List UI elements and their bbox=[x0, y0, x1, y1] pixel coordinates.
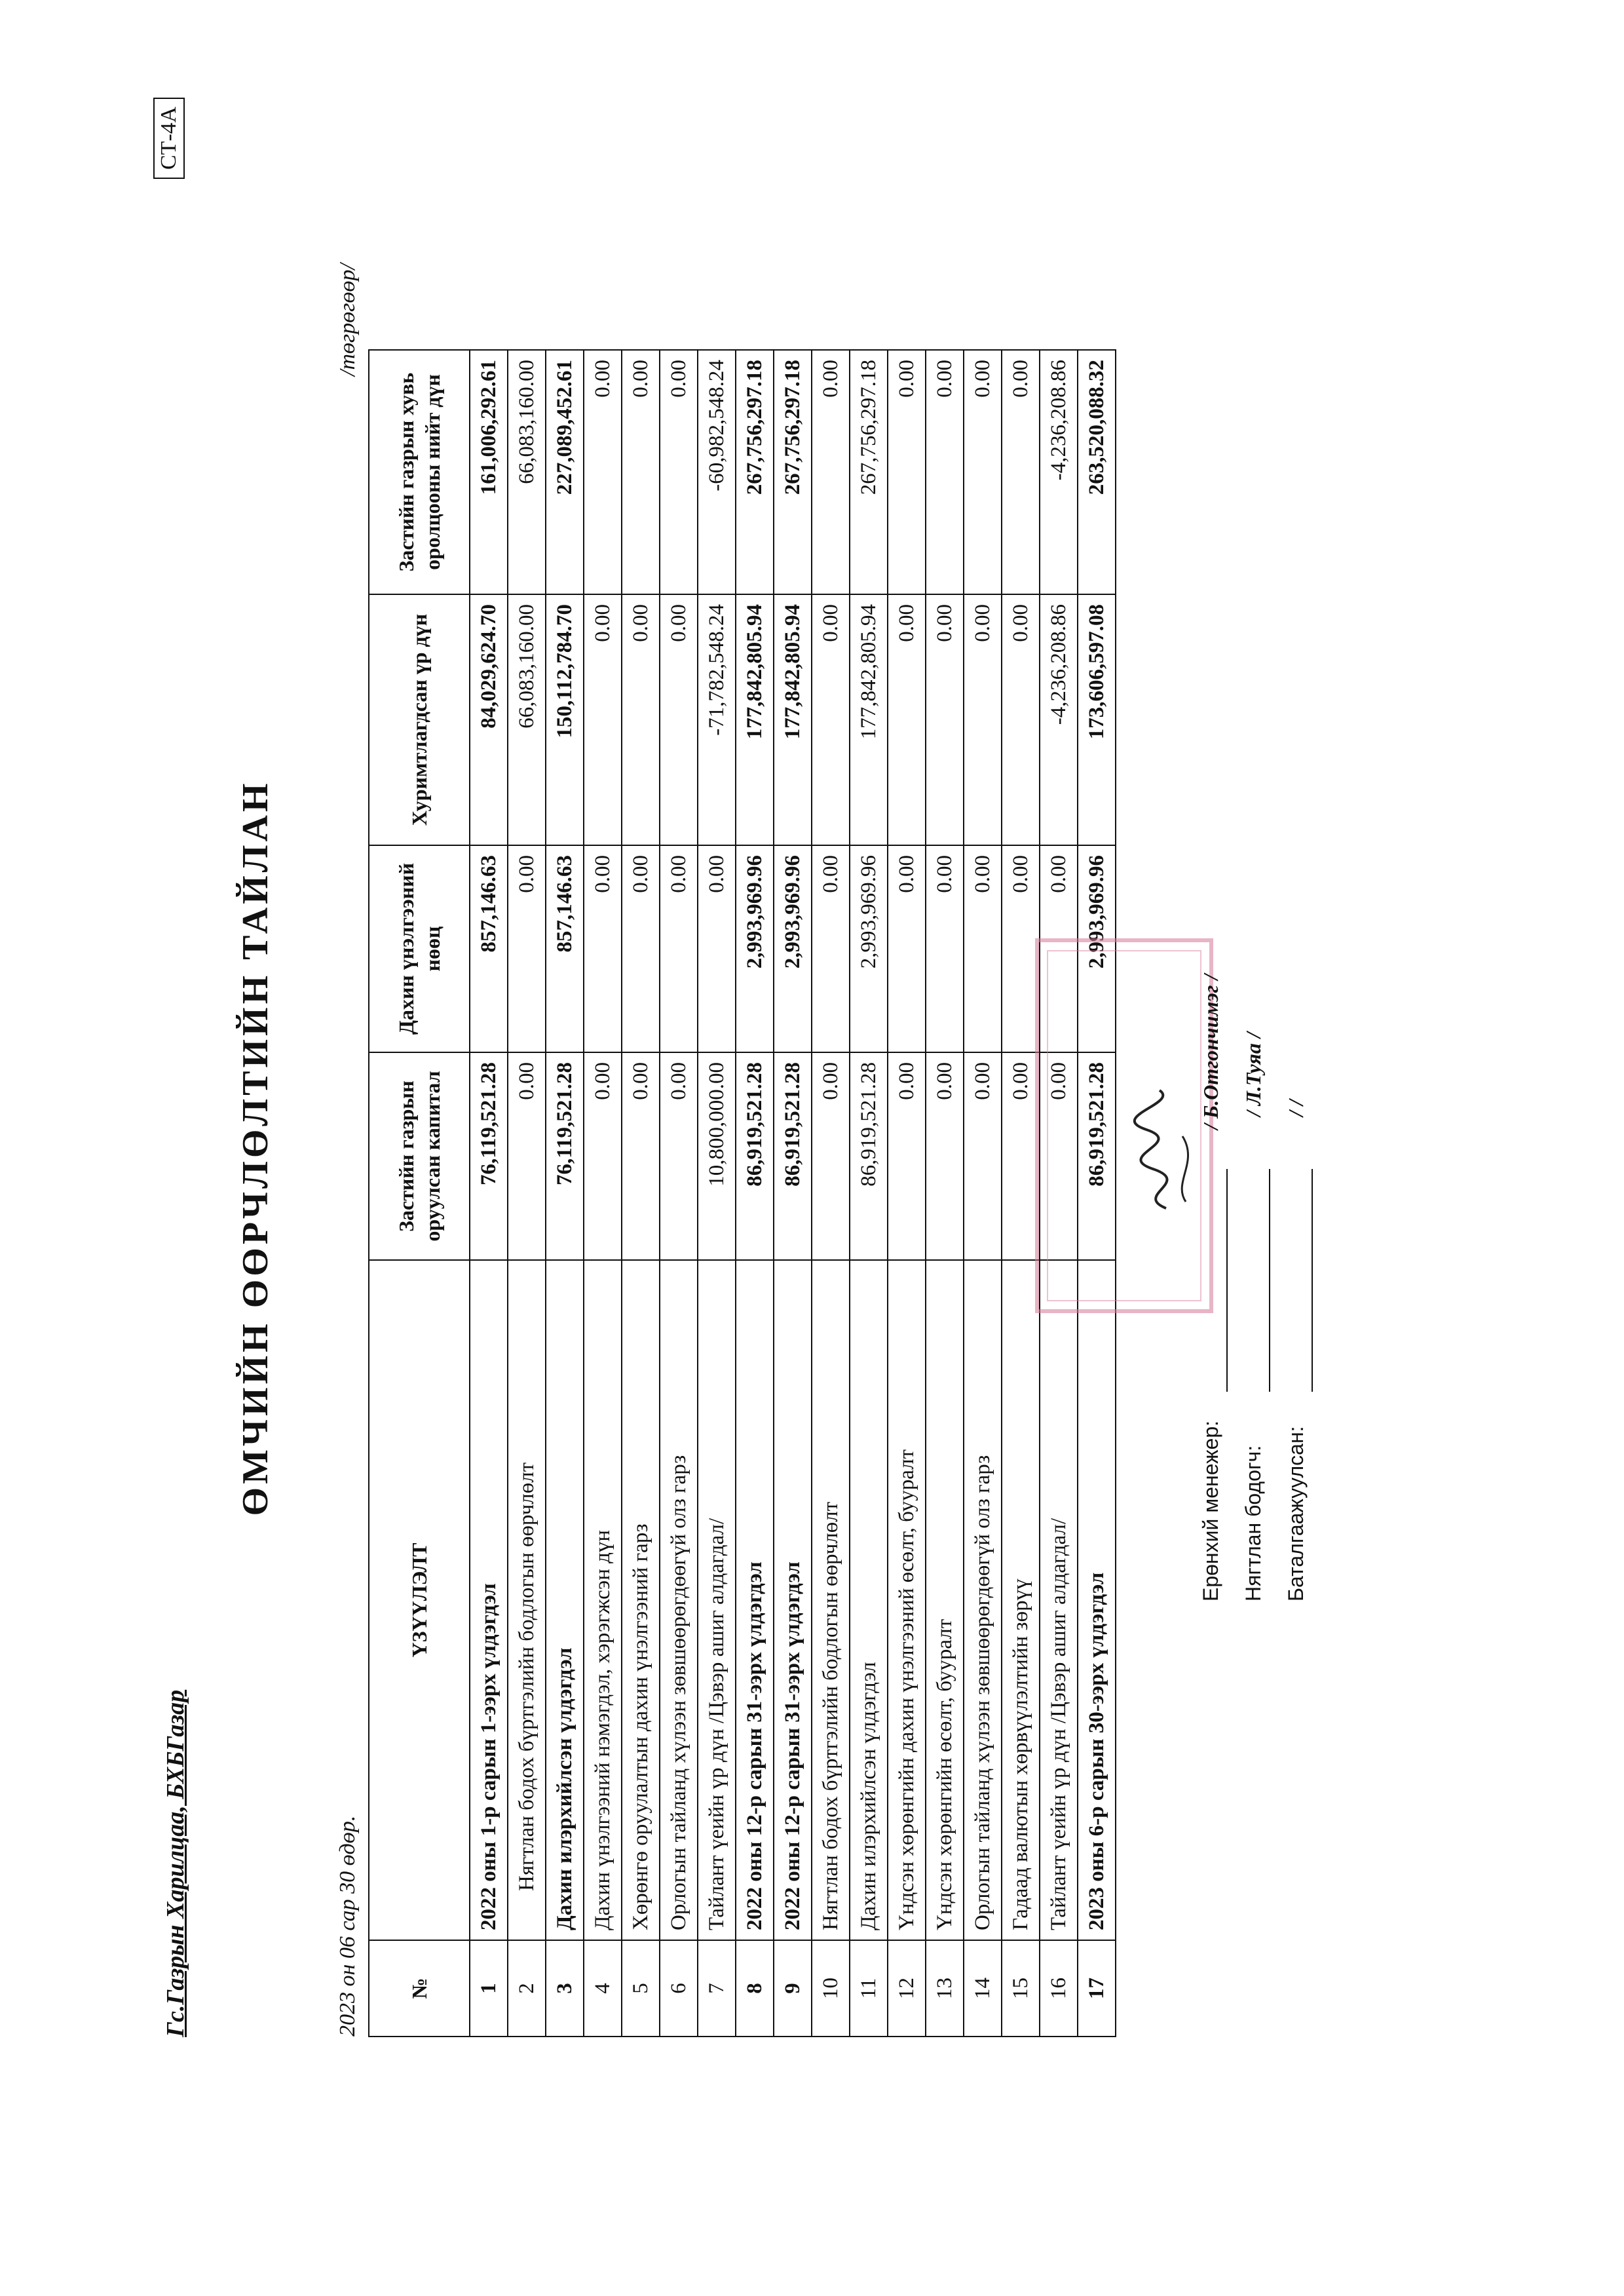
row-indicator: Орлогын тайланд хүлээн зөвшөөрөгдөөгүй олз гарз bbox=[660, 1260, 698, 1940]
cell-revaluation-reserve: 857,146.63 bbox=[470, 845, 508, 1052]
table-row bbox=[622, 350, 660, 2037]
cell-revaluation-reserve: 857,146.63 bbox=[546, 845, 584, 1052]
row-indicator: Үндсэн хөрөнгийн дахин үнэлгээний өсөлт, бууралт bbox=[888, 1260, 926, 1940]
row-number: 1 bbox=[470, 1940, 508, 2037]
cell-total-equity: 267,756,297.18 bbox=[850, 350, 888, 594]
cell-retained-earnings: 0.00 bbox=[584, 594, 622, 845]
cell-contributed-capital: 0.00 bbox=[888, 1052, 926, 1260]
table-row bbox=[774, 350, 812, 2037]
cell-revaluation-reserve: 2,993,969.96 bbox=[736, 845, 774, 1052]
cell-revaluation-reserve: 0.00 bbox=[964, 845, 1002, 1052]
cell-retained-earnings: -71,782,548.24 bbox=[698, 594, 736, 845]
cell-total-equity: 0.00 bbox=[964, 350, 1002, 594]
col-header-revaluation-reserve: Дахин үнэлгээний нөөц bbox=[369, 845, 470, 1052]
cell-total-equity: 0.00 bbox=[1002, 350, 1040, 594]
cell-revaluation-reserve: 0.00 bbox=[812, 845, 850, 1052]
table-row bbox=[736, 350, 774, 2037]
col-header-retained-earnings: Хуримтлагдсан үр дүн bbox=[369, 594, 470, 845]
row-number: 17 bbox=[1078, 1940, 1116, 2037]
cell-total-equity: -4,236,208.86 bbox=[1040, 350, 1078, 594]
cell-retained-earnings: 84,029,624.70 bbox=[470, 594, 508, 845]
table-header-row bbox=[369, 350, 470, 2037]
cell-contributed-capital: 76,119,521.28 bbox=[470, 1052, 508, 1260]
form-code-badge: СТ-4А bbox=[153, 98, 185, 179]
row-indicator: 2022 оны 12-р сарын 31-ээрх үлдэгдэл bbox=[736, 1260, 774, 1940]
cell-contributed-capital: 0.00 bbox=[1040, 1052, 1078, 1260]
signature-name-verified: / / bbox=[1284, 1100, 1308, 1117]
row-indicator: Орлогын тайланд хүлээн зөвшөөрөгдөөгүй олз гарз bbox=[964, 1260, 1002, 1940]
cell-total-equity: 0.00 bbox=[888, 350, 926, 594]
cell-total-equity: 263,520,088.32 bbox=[1078, 350, 1116, 594]
cell-contributed-capital: 0.00 bbox=[964, 1052, 1002, 1260]
cell-retained-earnings: 0.00 bbox=[812, 594, 850, 845]
cell-revaluation-reserve: 2,993,969.96 bbox=[1078, 845, 1116, 1052]
cell-total-equity: 0.00 bbox=[660, 350, 698, 594]
table-row bbox=[888, 350, 926, 2037]
row-indicator: Нягтлан бодох бүртгэлийн бодлогын өөрчлөлт bbox=[508, 1260, 546, 1940]
cell-contributed-capital: 10,800,000.00 bbox=[698, 1052, 736, 1260]
table-row bbox=[1002, 350, 1040, 2037]
row-number: 12 bbox=[888, 1940, 926, 2037]
row-number: 8 bbox=[736, 1940, 774, 2037]
row-number: 5 bbox=[622, 1940, 660, 2037]
table-row bbox=[584, 350, 622, 2037]
cell-revaluation-reserve: 2,993,969.96 bbox=[850, 845, 888, 1052]
signature-line-general-manager bbox=[1226, 1169, 1228, 1392]
table-row bbox=[508, 350, 546, 2037]
col-header-total-equity: Застийн газрын хувь оролцооны нийт дүн bbox=[369, 350, 470, 594]
row-indicator: Дахин илэрхийлсэн үлдэгдэл bbox=[850, 1260, 888, 1940]
equity-changes-table bbox=[368, 349, 1116, 2037]
cell-total-equity: 0.00 bbox=[812, 350, 850, 594]
row-number: 13 bbox=[926, 1940, 964, 2037]
company-name: Гс.Газрын Харилцаа, БХБГазар bbox=[162, 1689, 189, 2037]
cell-total-equity: -60,982,548.24 bbox=[698, 350, 736, 594]
signature-line-accountant bbox=[1269, 1169, 1270, 1392]
cell-contributed-capital: 86,919,521.28 bbox=[774, 1052, 812, 1260]
cell-contributed-capital: 0.00 bbox=[660, 1052, 698, 1260]
cell-revaluation-reserve: 0.00 bbox=[698, 845, 736, 1052]
cell-retained-earnings: 177,842,805.94 bbox=[736, 594, 774, 845]
cell-retained-earnings: 0.00 bbox=[926, 594, 964, 845]
row-number: 4 bbox=[584, 1940, 622, 2037]
row-indicator: Дахин илэрхийлсэн үлдэгдэл bbox=[546, 1260, 584, 1940]
col-header-no: № bbox=[369, 1940, 470, 2037]
cell-contributed-capital: 0.00 bbox=[926, 1052, 964, 1260]
cell-retained-earnings: 177,842,805.94 bbox=[850, 594, 888, 845]
row-number: 15 bbox=[1002, 1940, 1040, 2037]
table-row bbox=[698, 350, 736, 2037]
row-indicator: 2022 оны 1-р сарын 1-ээрх үлдэгдэл bbox=[470, 1260, 508, 1940]
row-number: 16 bbox=[1040, 1940, 1078, 2037]
cell-contributed-capital: 0.00 bbox=[622, 1052, 660, 1260]
cell-retained-earnings: 0.00 bbox=[964, 594, 1002, 845]
cell-revaluation-reserve: 0.00 bbox=[1040, 845, 1078, 1052]
row-indicator: Дахин үнэлгээний нэмэгдэл, хэрэгжсэн дүн bbox=[584, 1260, 622, 1940]
cell-contributed-capital: 0.00 bbox=[508, 1052, 546, 1260]
cell-revaluation-reserve: 0.00 bbox=[926, 845, 964, 1052]
row-indicator: Гадаад валютын хөрвүүлэлтийн зөрүү bbox=[1002, 1260, 1040, 1940]
table-row bbox=[812, 350, 850, 2037]
signature-name-accountant: / Л.Туяа / bbox=[1241, 1032, 1265, 1117]
table-row bbox=[470, 350, 508, 2037]
cell-total-equity: 267,756,297.18 bbox=[774, 350, 812, 594]
signature-label-verified: Баталгаажуулсан: bbox=[1284, 1426, 1308, 1601]
cell-contributed-capital: 0.00 bbox=[1002, 1052, 1040, 1260]
row-indicator: Тайлант үеийн үр дүн /Цэвэр ашиг алдагдал/ bbox=[698, 1260, 736, 1940]
signature-label-general-manager: Ерөнхий менежер: bbox=[1199, 1420, 1222, 1601]
cell-revaluation-reserve: 0.00 bbox=[1002, 845, 1040, 1052]
cell-total-equity: 0.00 bbox=[622, 350, 660, 594]
cell-revaluation-reserve: 0.00 bbox=[622, 845, 660, 1052]
cell-retained-earnings: 150,112,784.70 bbox=[546, 594, 584, 845]
cell-contributed-capital: 86,919,521.28 bbox=[850, 1052, 888, 1260]
cell-total-equity: 227,089,452.61 bbox=[546, 350, 584, 594]
row-number: 3 bbox=[546, 1940, 584, 2037]
cell-total-equity: 0.00 bbox=[584, 350, 622, 594]
cell-retained-earnings: 0.00 bbox=[660, 594, 698, 845]
cell-revaluation-reserve: 0.00 bbox=[660, 845, 698, 1052]
cell-revaluation-reserve: 0.00 bbox=[888, 845, 926, 1052]
row-number: 11 bbox=[850, 1940, 888, 2037]
row-indicator: 2023 оны 6-р сарын 30-ээрх үлдэгдэл bbox=[1078, 1260, 1116, 1940]
cell-revaluation-reserve: 0.00 bbox=[508, 845, 546, 1052]
cell-retained-earnings: 66,083,160.00 bbox=[508, 594, 546, 845]
signature-line-verified bbox=[1312, 1169, 1313, 1392]
cell-total-equity: 267,756,297.18 bbox=[736, 350, 774, 594]
cell-total-equity: 161,006,292.61 bbox=[470, 350, 508, 594]
row-number: 10 bbox=[812, 1940, 850, 2037]
row-number: 7 bbox=[698, 1940, 736, 2037]
row-indicator: Тайлант үеийн үр дүн /Цэвэр ашиг алдагдал/ bbox=[1040, 1260, 1078, 1940]
cell-total-equity: 66,083,160.00 bbox=[508, 350, 546, 594]
table-row bbox=[926, 350, 964, 2037]
signature-scribble bbox=[1127, 1084, 1205, 1215]
cell-retained-earnings: 177,842,805.94 bbox=[774, 594, 812, 845]
cell-total-equity: 0.00 bbox=[926, 350, 964, 594]
cell-retained-earnings: 0.00 bbox=[622, 594, 660, 845]
cell-contributed-capital: 0.00 bbox=[584, 1052, 622, 1260]
row-number: 14 bbox=[964, 1940, 1002, 2037]
row-indicator: 2022 оны 12-р сарын 31-ээрх үлдэгдэл bbox=[774, 1260, 812, 1940]
cell-retained-earnings: 173,606,597.08 bbox=[1078, 594, 1116, 845]
cell-contributed-capital: 86,919,521.28 bbox=[1078, 1052, 1116, 1260]
col-header-indicator: ҮЗҮҮЛЭЛТ bbox=[369, 1260, 470, 1940]
report-date: 2023 он 06 сар 30 өдөр. bbox=[335, 1815, 360, 2037]
cell-contributed-capital: 76,119,521.28 bbox=[546, 1052, 584, 1260]
row-indicator: Үндсэн хөрөнгийн өсөлт, бууралт bbox=[926, 1260, 964, 1940]
row-number: 6 bbox=[660, 1940, 698, 2037]
cell-revaluation-reserve: 0.00 bbox=[584, 845, 622, 1052]
row-number: 9 bbox=[774, 1940, 812, 2037]
cell-retained-earnings: 0.00 bbox=[1002, 594, 1040, 845]
signature-label-accountant: Нягтлан бодогч: bbox=[1241, 1445, 1265, 1601]
table-body bbox=[470, 350, 1116, 2037]
table-row bbox=[850, 350, 888, 2037]
table-row bbox=[546, 350, 584, 2037]
signature-name-general-manager: / Б.Отгончимэг / bbox=[1199, 974, 1222, 1130]
cell-retained-earnings: 0.00 bbox=[888, 594, 926, 845]
cell-contributed-capital: 0.00 bbox=[812, 1052, 850, 1260]
row-indicator: Нягтлан бодох бүртгэлийн бодлогын өөрчлөлт bbox=[812, 1260, 850, 1940]
cell-retained-earnings: -4,236,208.86 bbox=[1040, 594, 1078, 845]
report-title: ӨМЧИЙН ӨӨРЧЛӨЛТИЙН ТАЙЛАН bbox=[235, 780, 276, 1516]
col-header-contributed-capital: Застийн газрын оруулсан капитал bbox=[369, 1052, 470, 1260]
table-row bbox=[964, 350, 1002, 2037]
row-indicator: Хөрөнгө оруулалтын дахин үнэлгээний гарз bbox=[622, 1260, 660, 1940]
currency-unit: /төгрөгөөр/ bbox=[335, 263, 360, 376]
cell-revaluation-reserve: 2,993,969.96 bbox=[774, 845, 812, 1052]
table-row bbox=[660, 350, 698, 2037]
row-number: 2 bbox=[508, 1940, 546, 2037]
cell-contributed-capital: 86,919,521.28 bbox=[736, 1052, 774, 1260]
